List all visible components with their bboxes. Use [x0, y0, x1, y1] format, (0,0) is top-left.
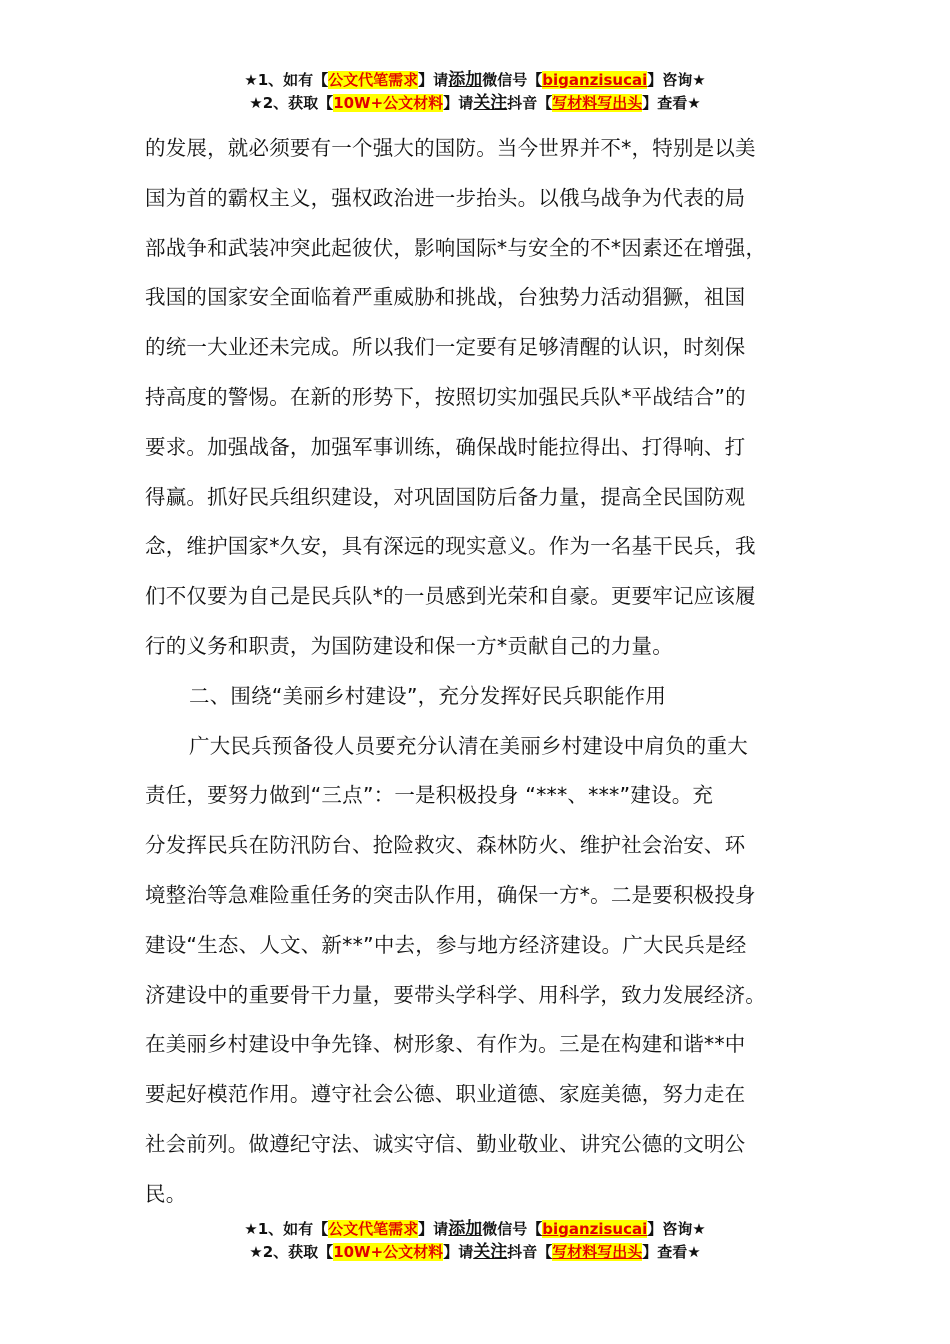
text-line: 分发挥民兵在防汛防台、抢险救灾、森林防火、维护社会治安、环 — [145, 833, 746, 858]
text-line: 持高度的警惕。在新的形势下，按照切实加强民兵队*平战结合”的 — [145, 384, 746, 409]
t: 】请 — [443, 1243, 474, 1261]
wechat-id: biganzisucai — [542, 1220, 648, 1238]
text-line: 济建设中的重要骨干力量，要带头学科学、用科学，致力发展经济。 — [145, 982, 766, 1007]
text-line: 民。 — [145, 1181, 187, 1206]
highlight: 公文代笔需求 — [328, 1220, 419, 1238]
text-line: 建设“生态、人文、新**”中去，参与地方经济建设。广大民兵是经 — [145, 932, 747, 957]
text-line: 得赢。抓好民兵组织建设，对巩固国防后备力量，提高全民国防观 — [145, 484, 746, 509]
banner-line-2 — [0, 92, 950, 115]
banner-line-1 — [0, 69, 950, 92]
t: 】咨询★ — [647, 71, 706, 89]
text-line: 行的义务和职责，为国防建设和保一方*贡献自己的力量。 — [145, 633, 673, 658]
wechat-id: biganzisucai — [542, 71, 648, 89]
highlight: 10W+公文材料 — [333, 94, 444, 112]
text-line: 境整治等急难险重任务的突击队作用，确保一方*。二是要积极投身 — [145, 882, 756, 907]
t: ★1、如有【 — [244, 1220, 329, 1238]
t: 添加 — [448, 70, 483, 90]
text-line: 我国的国家安全面临着严重威胁和挑战，台独势力活动猖獗，祖国 — [145, 285, 746, 310]
highlight: 10W+公文材料 — [333, 1243, 444, 1261]
banner-line-2 — [0, 1241, 950, 1264]
t: ★2、获取【 — [249, 1243, 334, 1261]
t: 关注 — [473, 93, 508, 113]
header-banner — [0, 69, 950, 115]
text-line: 在美丽乡村建设中争先锋、树形象、有作为。三是在构建和谐**中 — [145, 1032, 746, 1057]
text-line: 念，维护国家*久安，具有深远的现实意义。作为一名基干民兵，我 — [145, 534, 756, 559]
t: 微信号【 — [482, 71, 543, 89]
t: 添加 — [448, 1219, 483, 1239]
t: 抖音【 — [507, 94, 553, 112]
t: 】请 — [443, 94, 474, 112]
t: 】咨询★ — [647, 1220, 706, 1238]
t: 抖音【 — [507, 1243, 553, 1261]
text-line: 广大民兵预备役人员要充分认清在美丽乡村建设中肩负的重大 — [189, 733, 748, 758]
t: ★2、获取【 — [249, 94, 334, 112]
text-line: 部战争和武装冲突此起彼伏，影响国际*与安全的不*因素还在增强， — [145, 235, 767, 260]
douyin-id: 写材料写出头 — [552, 1243, 643, 1261]
t: 】查看★ — [642, 1243, 701, 1261]
highlight: 公文代笔需求 — [328, 71, 419, 89]
t: 微信号【 — [482, 1220, 543, 1238]
t: 关注 — [473, 1242, 508, 1262]
t: ★1、如有【 — [244, 71, 329, 89]
douyin-id: 写材料写出头 — [552, 94, 643, 112]
text-line: 要求。加强战备，加强军事训练，确保战时能拉得出、打得响、打 — [145, 434, 746, 459]
document-body — [145, 124, 835, 1220]
t: 】请 — [418, 71, 449, 89]
text-line: 要起好模范作用。遵守社会公德、职业道德、家庭美德，努力走在 — [145, 1082, 746, 1107]
text-line: 的统一大业还未完成。所以我们一定要有足够清醒的认识，时刻保 — [145, 335, 746, 360]
text-line: 们不仅要为自己是民兵队*的一员感到光荣和自豪。更要牢记应该履 — [145, 584, 756, 609]
text-line: 的发展，就必须要有一个强大的国防。当今世界并不*，特别是以美 — [145, 136, 756, 160]
text-line: 社会前列。做遵纪守法、诚实守信、勤业敬业、讲究公德的文明公 — [145, 1131, 746, 1156]
t: 】请 — [418, 1220, 449, 1238]
footer-banner — [0, 1218, 950, 1264]
banner-line-1 — [0, 1218, 950, 1241]
text-line: 责任，要努力做到“三点”：一是积极投身 “***、***”建设。充 — [145, 783, 714, 808]
text-line: 国为首的霸权主义，强权政治进一步抬头。以俄乌战争为代表的局 — [145, 185, 746, 210]
t: 】查看★ — [642, 94, 701, 112]
section-heading: 二、围绕“美丽乡村建设”，充分发挥好民兵职能作用 — [189, 683, 667, 708]
